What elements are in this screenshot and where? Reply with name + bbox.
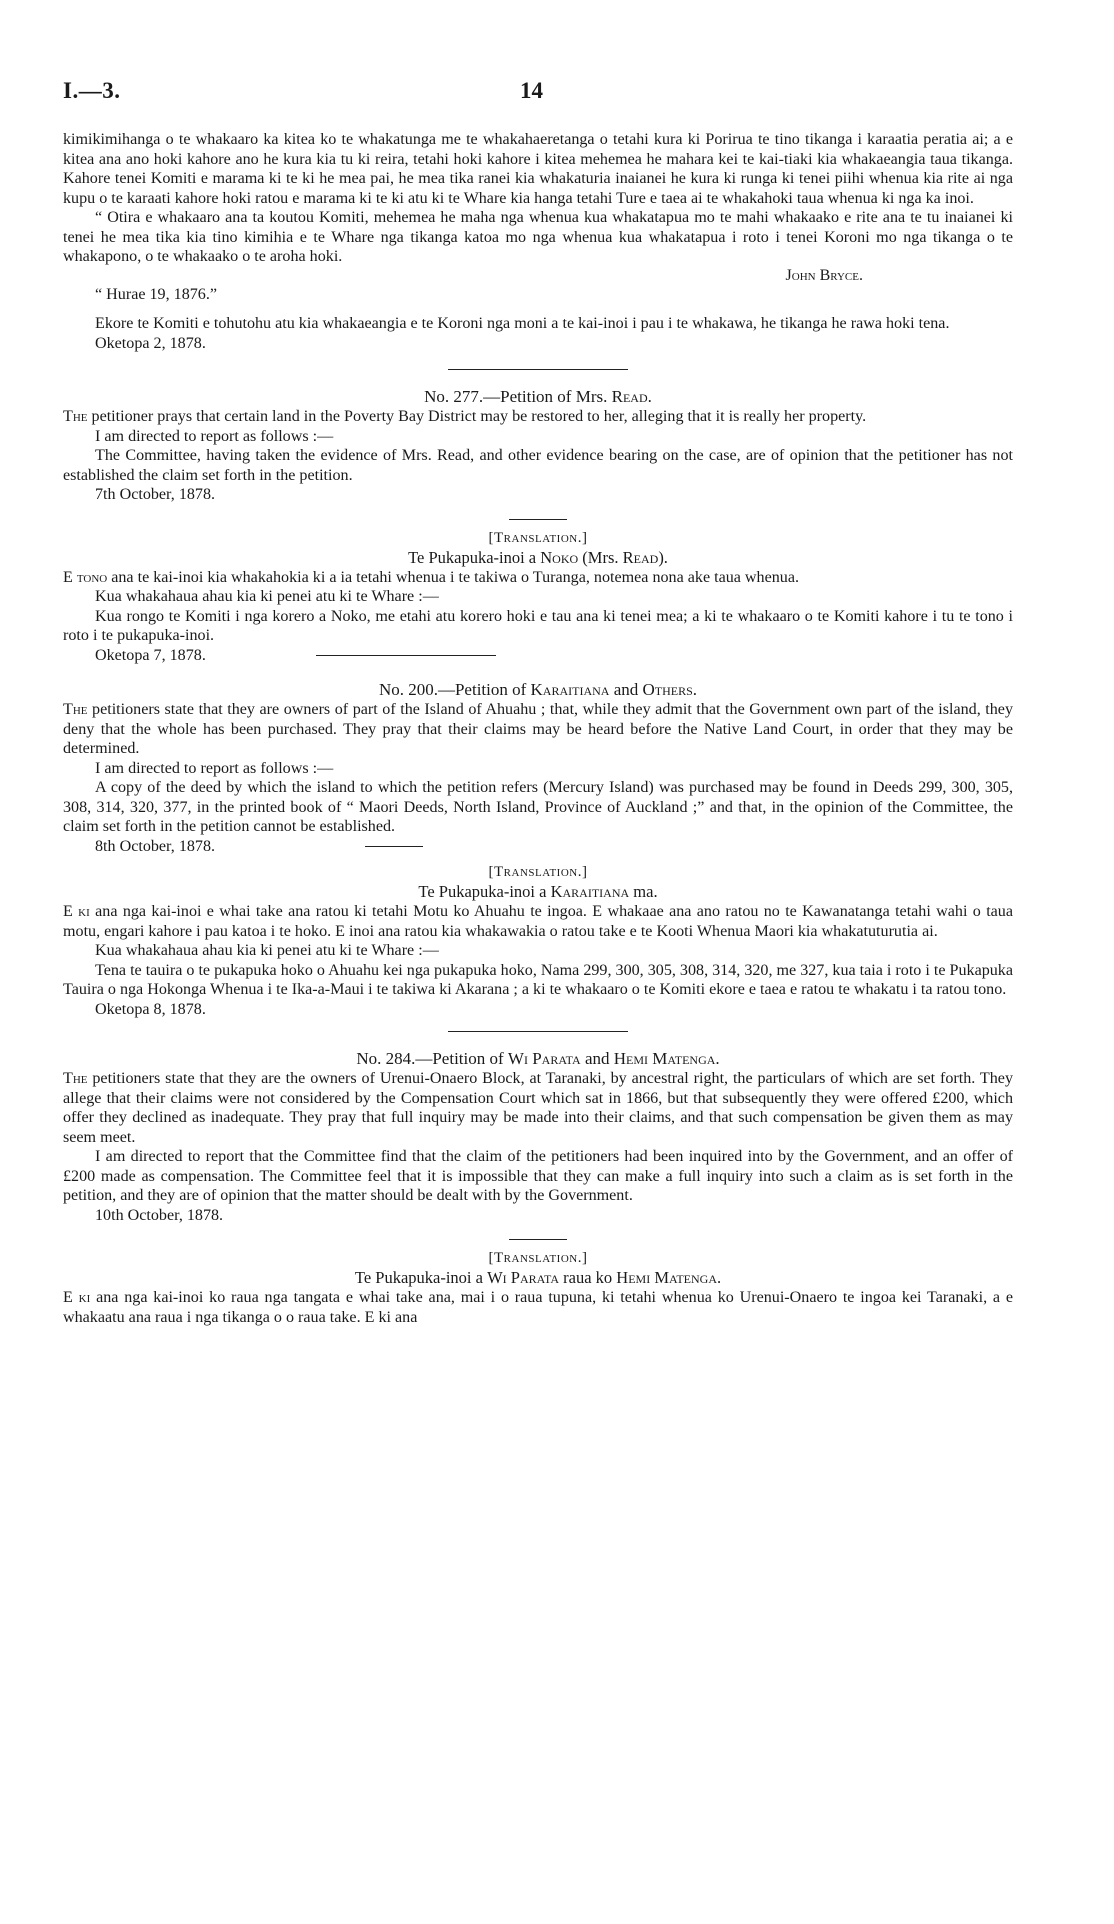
signer-name: John Bryce. xyxy=(785,266,863,284)
petition-200-translation-summary: E ki ana nga kai-inoi e whai take ana ratou ki tetahi Motu ko Ahuahu te ingoa. E whakaae ana ano ratou no te Kawanatanga tetahi wahi o taua motu, engari kahore i pau katoa i te hoko. E inoi ana ratou kia whakawakia o ratou take e te Kooti Whenua Maori kia whakatuturutia ai. xyxy=(63,903,1013,940)
petition-200-translation-heading: Te Pukapuka-inoi a Karaitiana ma. xyxy=(418,882,658,901)
petition-277-translation-date: Oketopa 7, 1878. xyxy=(95,646,206,664)
intro-paragraph-1: kimikimihanga o te whakaaro ka kitea ko te whakatunga me te whakahaeretanga o tetahi kura ki Porirua te tino tikanga i karaatia peratia ai; a e kitea ana ano hoki kahore ano he kura kia tu ki reira, tetahi hoki kahore i kitea mehemea he mahara kei te kai-tiaki kia whakaeangia taua tikanga. Kahore tenei Komiti e marama ki te ki he mea pai, he mea tika ranei kia whakaturia inaianei he kura ki runga ki tenei piihi whenua kia rite ai nga kupu o te karaati kahore hoki ratou e marama ki te ki atu ki te Whare kia hanga tetahi Ture e taea ai te whakahoki taua whenua ki nga ka inoi. xyxy=(63,131,1013,207)
page-number: 14 xyxy=(520,78,543,103)
paper-reference: I.—3. xyxy=(63,78,121,103)
petition-277-translation-report: Kua rongo te Komiti i nga korero a Noko, me etahi atu korero hoki e tau ana ki tenei mea; a ki te whakaaro o te Komiti kahore i tu te tono i roto i te pukapuka-inoi. xyxy=(63,607,1013,644)
page-header xyxy=(63,78,1013,130)
petition-277-directed: I am directed to report as follows :— xyxy=(95,427,334,445)
petition-200-translation-date: Oketopa 8, 1878. xyxy=(95,1000,206,1018)
petition-277-heading: No. 277.—Petition of Mrs. Read. xyxy=(424,387,652,406)
intro-date: Oketopa 2, 1878. xyxy=(95,334,206,352)
intro-paragraph-3: Ekore te Komiti e tohutohu atu kia whakaeangia e te Koroni nga moni a te kai-inoi i pau i te whakawa, he tikanga he rawa hoki tena. xyxy=(95,315,950,332)
petition-200-heading: No. 200.—Petition of Karaitiana and Others. xyxy=(378,680,698,699)
petition-277-summary: The petitioner prays that certain land in the Poverty Bay District may be restored to her, alleging that it is really her property. xyxy=(63,408,867,425)
intro-paragraph-2: “ Otira e whakaaro ana ta koutou Komiti, mehemea he maha nga whenua kua whakatapua mo te mahi whakaako e rite ana te tu inaianei ki tenei he mea tika kia tino kimihia e te Whare nga tikanga katoa mo nga whenua kua whakatapua i roto i tenei Koroni mo nga tikanga o te whakapono, o te whakaako o te aroha hoki. xyxy=(63,209,1013,265)
petition-277-translation-label: [Translation.] xyxy=(488,529,588,546)
intro-quote-date: “ Hurae 19, 1876.” xyxy=(95,285,217,303)
petition-277-translation-summary: E tono ana te kai-inoi kia whakahokia ki a ia tetahi whenua i te takiwa o Turanga, notemea nona ake taua whenua. xyxy=(63,568,800,586)
petition-284-heading: No. 284.—Petition of Wi Parata and Hemi Matenga. xyxy=(356,1049,720,1068)
petition-277-translation-directed: Kua whakahaua ahau kia ki penei atu ki te Whare :— xyxy=(95,588,439,605)
petition-200-date: 8th October, 1878. xyxy=(95,837,216,855)
petition-277-report: The Committee, having taken the evidence of Mrs. Read, and other evidence bearing on the case, are of opinion that the petitioner has not established the claim set forth in the petition. xyxy=(63,447,1013,484)
petition-200-summary: The petitioners state that they are owners of part of the Island of Ahuahu ; that, while they admit that the Government own part of the island, they deny that the whole has been purchased. They pray that their claims may be heard before the Native Land Court, in order that they may be determined. xyxy=(63,701,1013,757)
signature-row xyxy=(63,267,1013,285)
petition-284-translation-label: [Translation.] xyxy=(488,1250,588,1266)
petition-200-translation-report: Tena te tauira o te pukapuka hoko o Ahuahu kei nga pukapuka hoko, Nama 299, 300, 305, 308, 314, 320, me 327, kua taia i roto i te Pukapuka Tauira o nga Hokonga Whenua i te Ika-a-Maui i te takiwa ki Akarana ; a ki te whakaaro o te Komiti ekore e taea e ratou te whakatu i ta ratou tono. xyxy=(63,961,1013,998)
petition-200-translation-label: [Translation.] xyxy=(488,864,588,880)
petition-277-translation-heading: Te Pukapuka-inoi a Noko (Mrs. Read). xyxy=(408,547,668,567)
petition-284-summary: The petitioners state that they are the owners of Urenui-Onaero Block, at Taranaki, by ancestral right, the particulars of which are set forth. They allege that their claims were not considered by the Compensation Court which sat in 1866, but that subsequently they were offered £200, which offer they declined as inadequate. They pray that full inquiry may be made into their claims, and that such compensation be given them as may seem meet. xyxy=(63,1070,1013,1146)
petition-200-date-row xyxy=(63,837,1013,857)
petition-284-translation-heading: Te Pukapuka-inoi a Wi Parata raua ko Hemi Matenga. xyxy=(354,1268,722,1287)
section-divider xyxy=(316,655,496,656)
document-page xyxy=(63,78,1013,1327)
translation-divider xyxy=(365,846,423,847)
petition-200-translation-directed: Kua whakahaua ahau kia ki penei atu ki te Whare :— xyxy=(95,942,439,959)
petition-277-translation-date-row xyxy=(63,646,1013,666)
petition-200-directed: I am directed to report as follows :— xyxy=(95,759,334,777)
petition-284-date: 10th October, 1878. xyxy=(95,1206,224,1224)
petition-200-report: A copy of the deed by which the island to which the petition refers (Mercury Island) was purchased may be found in Deeds 299, 300, 305, 308, 314, 320, 377, in the printed book of “ Maori Deeds, North Island, Province of Auckland ;” and that, in the opinion of the Committee, the claim set forth in the petition cannot be established. xyxy=(63,779,1013,835)
petition-277-date: 7th October, 1878. xyxy=(95,486,216,503)
petition-284-report: I am directed to report that the Committee find that the claim of the petitioners had been inquired into by the Government, and an offer of £200 made as compensation. The Committee feel that it is impossible that they can make a full inquiry into such a claim as is set forth in the petition, and they are of opinion that the matter should be dealt with by the Government. xyxy=(63,1148,1013,1204)
petition-284-translation-summary: E ki ana nga kai-inoi ko raua nga tangata e whai take ana, mai i o raua tupuna, ki tetahi whenua ko Urenui-Onaero te ingoa kei Taranaki, a e whakaatu ana raua i nga tikanga o o raua take. E ki ana xyxy=(63,1289,1014,1326)
